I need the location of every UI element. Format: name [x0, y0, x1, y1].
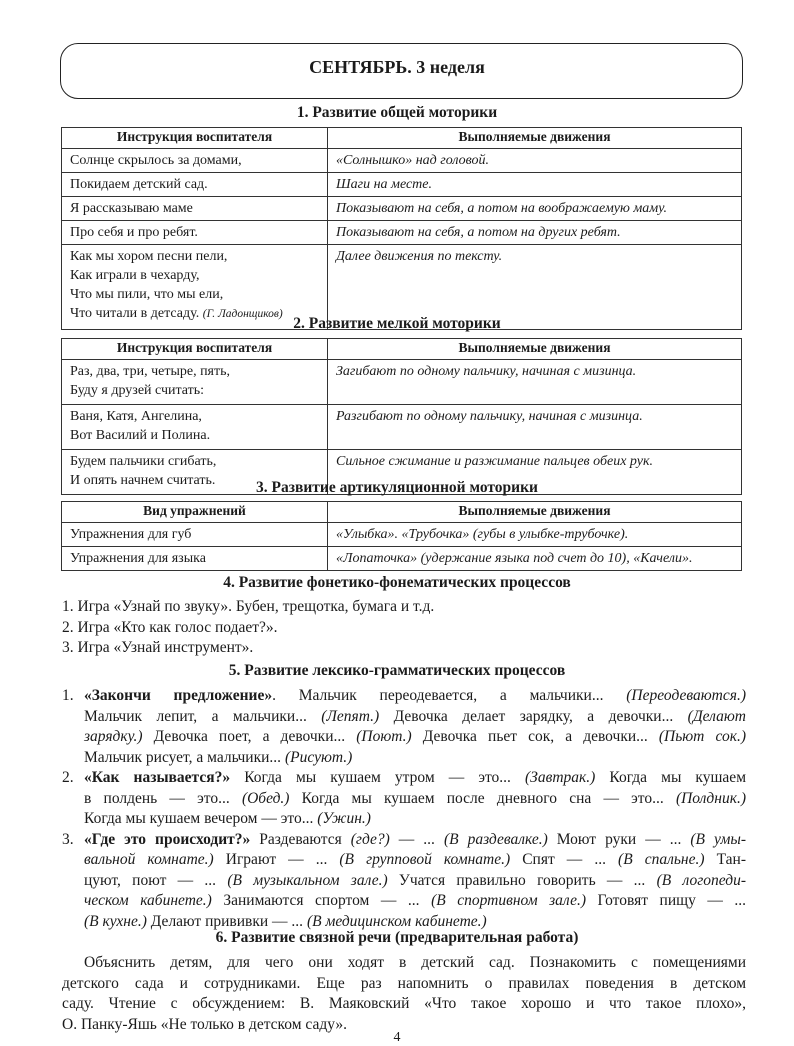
- exercise-title: «Закончи предложение»: [84, 687, 273, 704]
- answer-text: (Рисуют.): [284, 748, 353, 766]
- answer-text: (Делают: [687, 707, 746, 725]
- answer-text: зарядку.): [84, 728, 143, 745]
- section-3-heading: 3. Развитие артикуляционной моторики: [256, 479, 538, 496]
- instruction-cell: [62, 360, 328, 405]
- prompt-text: Девочка делает зарядку, а девочки...: [379, 707, 688, 725]
- movement-cell: Показывают на себя, а потом на воображаемую маму.: [328, 197, 742, 221]
- column-header: Инструкция воспитателя: [62, 128, 328, 149]
- exercise-line: [62, 891, 746, 912]
- page-number: 4: [393, 1030, 401, 1045]
- answer-text: (В спальне.): [618, 851, 705, 868]
- exercise-line: [62, 830, 746, 851]
- instruction-line: Упражнения для губ: [70, 527, 192, 542]
- prompt-text: Мальчик рисует, а мальчики...: [84, 748, 285, 766]
- instruction-line: Покидаем детский сад.: [70, 177, 208, 192]
- answer-text: (В раздевалке.): [443, 830, 548, 848]
- exercise-line: [62, 768, 746, 789]
- prompt-text: цуют, поют — ...: [84, 871, 228, 889]
- instruction-line: И опять начнем считать.: [70, 473, 216, 488]
- prompt-text: Мальчик лепит, а мальчики...: [84, 707, 322, 725]
- paragraph-line: детского сада и сотрудниками. Еще раз напомнить о правилах поведения в детском: [62, 974, 746, 992]
- section-5-heading: 5. Развитие лексико-грамматических процессов: [228, 662, 566, 679]
- phonetic-games-list: [62, 597, 752, 659]
- movement-cell: Шаги на месте.: [328, 173, 742, 197]
- list-item: 1. Игра «Узнай по звуку». Бубен, трещотка, бумага и т.д.: [62, 598, 435, 615]
- column-header: Вид упражнений: [62, 502, 328, 523]
- prompt-text: Раздеваются: [250, 830, 351, 848]
- instruction-cell: [62, 149, 328, 173]
- column-header: Выполняемые движения: [328, 339, 742, 360]
- prompt-text: Учатся правильно говорить — ...: [387, 871, 657, 889]
- list-item: 2. Игра «Кто как голос подает?».: [62, 618, 278, 636]
- prompt-text: Готовят пищу — ...: [586, 892, 747, 909]
- instruction-line: Буду я друзей считать:: [70, 383, 205, 398]
- answer-text: вальной комнате.): [84, 851, 214, 868]
- table-row: [62, 523, 742, 547]
- instruction-line: Я рассказываю маме: [70, 201, 193, 216]
- exercise-line: [62, 809, 746, 830]
- articulation-table: [61, 501, 742, 571]
- prompt-text: Когда мы кушаем вечером — это...: [84, 810, 318, 827]
- lexical-exercises: [62, 686, 746, 932]
- instruction-cell: [62, 197, 328, 221]
- movement-cell: «Улыбка». «Трубочка» (губы в улыбке-трубочке).: [328, 523, 742, 547]
- exercise-line: [62, 850, 746, 871]
- prompt-text: Тан-: [704, 851, 746, 868]
- table-row: [62, 405, 742, 450]
- prompt-text: — ...: [389, 830, 444, 848]
- instruction-line: Как мы хором песни пели,: [70, 249, 228, 264]
- item-number: 3.: [62, 830, 74, 848]
- movement-cell: «Лопаточка» (удержание языка под счет до 10), «Качели».: [328, 547, 742, 571]
- prompt-text: Играют — ...: [213, 851, 340, 868]
- fine-motor-table: [61, 338, 742, 495]
- instruction-line: Вот Василий и Полина.: [70, 428, 211, 443]
- movement-cell: Показывают на себя, а потом на других ребят.: [328, 221, 742, 245]
- answer-text: (Поют.): [356, 728, 412, 745]
- instruction-cell: [62, 405, 328, 450]
- prompt-text: . Мальчик переодевается, а мальчики...: [272, 687, 627, 704]
- answer-text: (В умы-: [690, 830, 747, 848]
- instruction-cell: [62, 523, 328, 547]
- table-row: [62, 547, 742, 571]
- prompt-text: Занимаются спортом — ...: [211, 892, 432, 909]
- instruction-line: Что мы пили, что мы ели,: [70, 287, 224, 302]
- prompt-text: Когда мы кушаем после дневного сна — это...: [289, 789, 676, 807]
- answer-text: (В спортивном зале.): [431, 892, 586, 909]
- column-header: Выполняемые движения: [328, 128, 742, 149]
- table-row: [62, 221, 742, 245]
- prompt-text: в полдень — это...: [84, 789, 242, 807]
- movement-cell: Разгибают по одному пальчику, начиная с мизинца.: [328, 405, 742, 450]
- section-4-heading: 4. Развитие фонетико-фонематических процессов: [223, 574, 571, 591]
- prompt-text: Девочка пьет сок, а девочки...: [411, 728, 659, 745]
- table-row: [62, 149, 742, 173]
- instruction-cell: [62, 221, 328, 245]
- prompt-text: Девочка поет, а девочки...: [142, 728, 357, 745]
- gross-motor-table: [61, 127, 742, 330]
- list-item: 3. Игра «Узнай инструмент».: [62, 639, 254, 656]
- answer-text: (В логопеди-: [656, 871, 746, 889]
- speech-development-text: [62, 953, 746, 1035]
- answer-text: (Полдник.): [675, 789, 746, 807]
- instruction-cell: [62, 547, 328, 571]
- exercise-line: [62, 707, 746, 728]
- answer-text: ческом кабинете.): [84, 892, 212, 909]
- prompt-text: Спят — ...: [510, 851, 619, 868]
- column-header: Инструкция воспитателя: [62, 339, 328, 360]
- answer-text: (Обед.): [241, 789, 290, 807]
- movement-cell: Загибают по одному пальчику, начиная с мизинца.: [328, 360, 742, 405]
- answer-text: (Переодеваются.): [626, 687, 746, 704]
- answer-text: (Пьют сок.): [658, 728, 746, 745]
- instruction-line: Что читали в детсаду.: [70, 306, 200, 321]
- movement-cell: «Солнышко» над головой.: [328, 149, 742, 173]
- instruction-line: Раз, два, три, четыре, пять,: [70, 364, 231, 379]
- prompt-text: Делают прививки — ...: [146, 912, 307, 930]
- column-header: Выполняемые движения: [328, 502, 742, 523]
- instruction-cell: [62, 173, 328, 197]
- item-number: 2.: [62, 769, 74, 786]
- prompt-text: Когда мы кушаем: [595, 769, 746, 786]
- answer-text: (В кухне.): [84, 912, 147, 930]
- exercise-line: [62, 871, 746, 892]
- table-row: [62, 360, 742, 405]
- movement-cell: Сильное сжимание и разжимание пальцев обеих рук.: [328, 450, 742, 495]
- answer-text: (Завтрак.): [525, 769, 596, 786]
- exercise-title: «Как называется?»: [84, 769, 231, 786]
- section-1-heading: 1. Развитие общей моторики: [296, 104, 498, 121]
- instruction-line: Упражнения для языка: [70, 551, 206, 566]
- answer-text: (Ужин.): [317, 810, 371, 827]
- answer-text: (В медицинском кабинете.): [306, 912, 487, 930]
- answer-text: (где?): [350, 830, 390, 848]
- exercise-line: [62, 727, 746, 748]
- item-number: 1.: [62, 687, 74, 704]
- table-row: [62, 173, 742, 197]
- exercise-line: [62, 789, 746, 810]
- prompt-text: Когда мы кушаем утром — это...: [230, 769, 525, 786]
- movement-cell: Далее движения по тексту.: [328, 245, 742, 330]
- instruction-line: Будем пальчики сгибать,: [70, 454, 217, 469]
- section-2-heading: 2. Развитие мелкой моторики: [293, 315, 501, 332]
- answer-text: (В музыкальном зале.): [227, 871, 388, 889]
- answer-text: (Лепят.): [321, 707, 380, 725]
- paragraph-line: Объяснить детям, для чего они ходят в детский сад. Познакомить с помещениями: [84, 954, 746, 971]
- author-citation: (Г. Ладонщиков): [202, 308, 283, 320]
- exercise-title: «Где это происходит?»: [84, 830, 251, 848]
- section-6-heading: 6. Развитие связной речи (предварительная работа): [215, 929, 579, 946]
- page-title: СЕНТЯБРЬ. 3 неделя: [309, 57, 485, 77]
- instruction-line: Ваня, Катя, Ангелина,: [70, 409, 202, 424]
- paragraph-line: О. Панку-Яшь «Не только в детском саду».: [62, 1015, 348, 1033]
- answer-text: (В групповой комнате.): [339, 851, 511, 868]
- table-row: [62, 197, 742, 221]
- exercise-line: [62, 686, 746, 707]
- prompt-text: Моют руки — ...: [547, 830, 691, 848]
- instruction-line: Солнце скрылось за домами,: [70, 153, 242, 168]
- exercise-line: [62, 748, 746, 769]
- instruction-line: Про себя и про ребят.: [70, 225, 198, 240]
- instruction-line: Как играли в чехарду,: [70, 268, 200, 283]
- paragraph-line: саду. Чтение с обсуждением: В. Маяковский «Что такое хорошо и что такое плохо»,: [62, 995, 746, 1012]
